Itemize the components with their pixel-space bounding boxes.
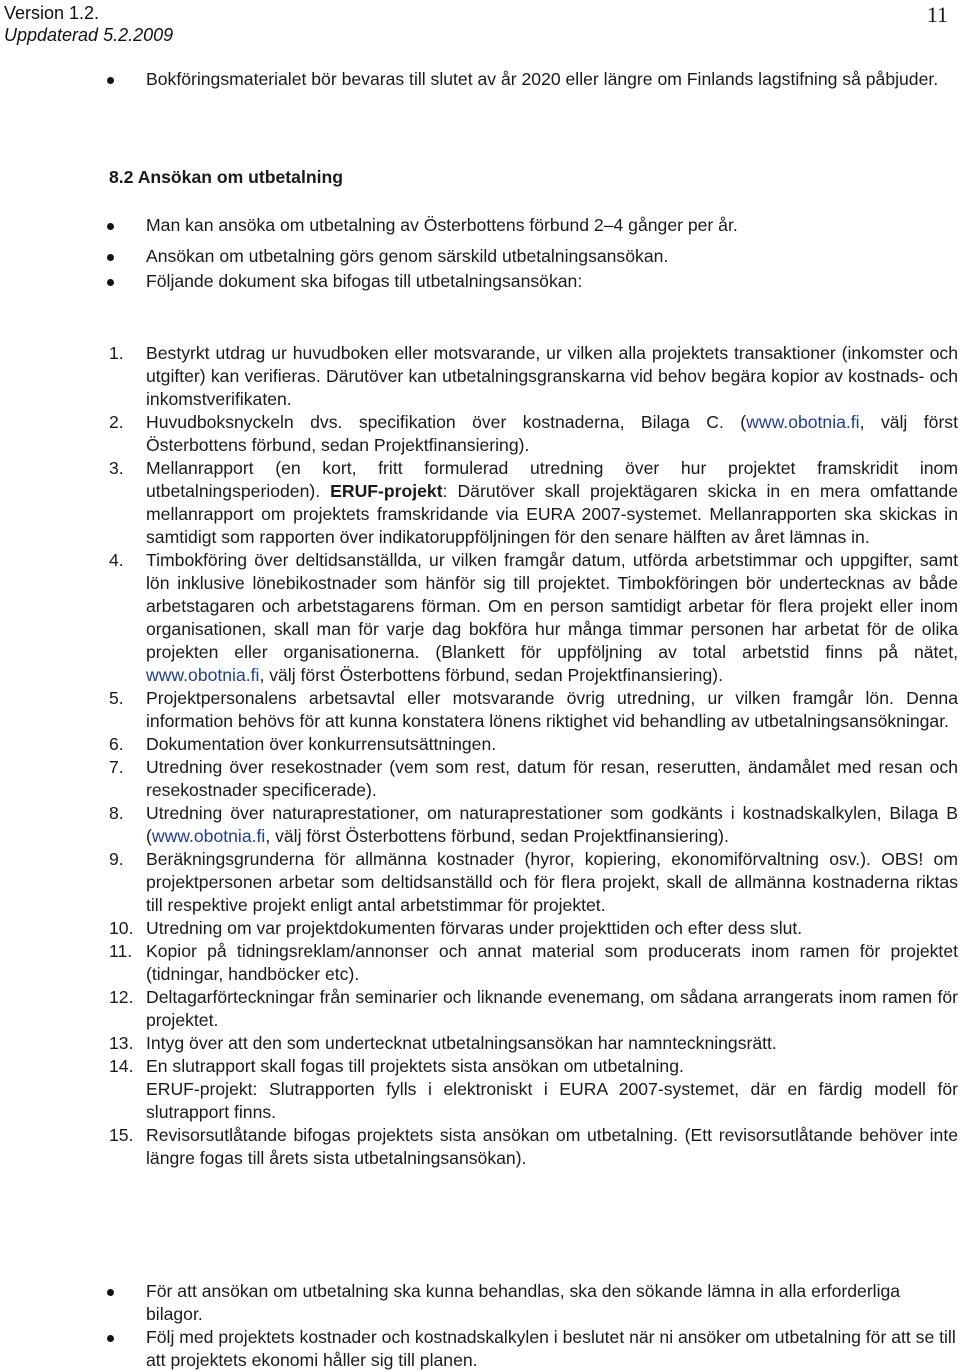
item-text: Dokumentation över konkurrensutsättningen. — [146, 734, 497, 754]
item-number: 7. — [109, 757, 124, 777]
version-label: Version 1.2. — [4, 3, 100, 23]
item-text: ERUF-projekt: Slutrapporten fylls i elektroniskt i EURA 2007-systemet, där en färdig modell för slutrapport finns. — [146, 1079, 958, 1122]
obotnia-link[interactable]: www.obotnia.fi — [746, 412, 860, 432]
item-text: Beräkningsgrunderna för allmänna kostnader (hyror, kopiering, ekonomiförvaltning osv.). OBS! om projektpersonen arbetar som deltidsanställd och för flera projekt, skall de allmänna kostnaderna riktas till respektive projekt enligt antal arbetstimmar för projektet. — [146, 849, 958, 915]
item-number: 10. — [109, 918, 134, 938]
item-text: En slutrapport skall fogas till projektets sista ansökan om utbetalning. — [146, 1056, 684, 1076]
list-item — [0, 687, 960, 733]
item-text: Utredning över resekostnader (vem som rest, datum för resan, reserutten, ändamålet med resan och resekostnader specificerade). — [146, 757, 958, 800]
item-text: , välj först Österbottens förbund, sedan Projektfinansiering). — [259, 665, 723, 685]
list-item — [0, 1055, 960, 1124]
item-number: 2. — [109, 412, 124, 432]
item-number: 6. — [109, 734, 124, 754]
item-number: 8. — [109, 803, 124, 823]
item-number: 14. — [109, 1056, 134, 1076]
list-item — [0, 848, 960, 917]
item-number: 15. — [109, 1125, 134, 1145]
item-number: 3. — [109, 458, 124, 478]
item-number: 11. — [109, 941, 133, 961]
bullet-text: Ansökan om utbetalning görs genom särskild utbetalningsansökan. — [146, 246, 669, 266]
bullet-text: Följ med projektets kostnader och kostnadskalkylen i beslutet när ni ansöker om utbetalning för att se till att projektets ekonomi håller sig till planen. — [146, 1327, 956, 1370]
list-item — [0, 549, 960, 687]
list-item — [0, 342, 960, 411]
page-number: 11 — [926, 2, 948, 27]
bullet-text: Bokföringsmaterialet bör bevaras till slutet av år 2020 eller längre om Finlands lagstifning så påbjuder. — [146, 69, 939, 89]
list-item — [0, 1032, 960, 1055]
bullet-icon — [107, 1335, 114, 1342]
item-number: 1. — [109, 343, 124, 363]
list-item — [0, 411, 960, 457]
bullet-text: Följande dokument ska bifogas till utbetalningsansökan: — [146, 271, 583, 291]
page-header — [4, 2, 173, 46]
bullet-icon — [107, 223, 114, 230]
list-item — [0, 457, 960, 549]
item-text: Utredning över naturaprestationer, om naturaprestationer som godkänts i kostnadskalkylen, Bilaga B ( — [146, 803, 958, 846]
bullet-text: För att ansökan om utbetalning ska kunna behandlas, ska den sökande lämna in alla erforderliga bilagor. — [146, 1281, 901, 1324]
bullet-icon — [107, 1289, 114, 1296]
obotnia-link[interactable]: www.obotnia.fi — [146, 665, 260, 685]
list-item — [0, 940, 960, 986]
bullet-icon — [107, 254, 114, 261]
bullet-icon — [107, 77, 114, 84]
eruf-label: ERUF-projekt — [330, 481, 443, 501]
item-text: , välj först Österbottens förbund, sedan Projektfinansiering). — [146, 412, 958, 455]
item-text: Timbokföring över deltidsanställda, ur vilken framgår datum, utförda arbetstimmar och uppgifter, samt lön inklusive lönebikostnader som hänför sig till projektet. Timbokföringen bör undertecknas av både arbetstagaren och arbetstagarens förman. Om en person samtidigt arbetar för flera projekt eller inom organisationen, skall man för varje dag bokföra hur många timmar personen har arbetat för de olika projekten eller organisationerna. (Blankett för uppföljning av total arbetstid finns på nätet, — [146, 550, 958, 662]
item-text: : Därutöver skall projektägaren skicka in en mera omfattande mellanrapport om projektets framskridande via EURA 2007-systemet. Mellanrapporten ska skickas in samtidigt som rapporten över indikatoruppföljningen för den senare hälften av året lämnas in. — [146, 481, 958, 547]
bullet-icon — [107, 279, 114, 286]
item-text: Mellanrapport (en kort, fritt formulerad utredning över hur projektet framskridit inom utbetalningsperioden). — [146, 458, 958, 501]
updated-date: Uppdaterad 5.2.2009 — [4, 25, 174, 45]
item-number: 13. — [109, 1033, 134, 1053]
obotnia-link[interactable]: www.obotnia.fi — [151, 826, 266, 846]
item-text: Deltagarförteckningar från seminarier och liknande evenemang, om sådana arrangerats inom ramen för projektet. — [146, 987, 958, 1030]
item-text: Revisorsutlåtande bifogas projektets sista ansökan om utbetalning. (Ett revisorsutlåtande behöver inte längre fogas till årets sista utbetalningsansökan). — [146, 1125, 958, 1168]
list-item — [0, 756, 960, 802]
section-heading: 8.2 Ansökan om utbetalning — [109, 167, 343, 187]
list-item — [0, 917, 960, 940]
item-text: Utredning om var projektdokumenten förvaras under projekttiden och efter dess slut. — [146, 918, 803, 938]
item-text: , välj först Österbottens förbund, sedan Projektfinansiering). — [265, 826, 729, 846]
list-item — [0, 1124, 960, 1170]
item-number: 5. — [109, 688, 124, 708]
bullet-text: Man kan ansöka om utbetalning av Österbottens förbund 2–4 gånger per år. — [146, 215, 738, 235]
list-item — [0, 733, 960, 756]
list-item — [0, 802, 960, 848]
item-text: Kopior på tidningsreklam/annonser och annat material som producerats inom ramen för projektet (tidningar, handböcker etc). — [146, 941, 958, 984]
item-text: Bestyrkt utdrag ur huvudboken eller motsvarande, ur vilken alla projektets transaktioner (inkomster och utgifter) kan verifieras. Därutöver kan utbetalningsgranskarna vid behov begära kopior av kostnads- och inkomstverifikaten. — [146, 343, 958, 409]
item-number: 9. — [109, 849, 124, 869]
item-text: Intyg över att den som undertecknat utbetalningsansökan har namnteckningsrätt. — [146, 1033, 777, 1053]
item-text: Projektpersonalens arbetsavtal eller motsvarande övrig utredning, ur vilken framgår lön. Denna information behövs för att kunna konstatera lönens riktighet vid behandling av utbetalningsansökningar. — [146, 688, 958, 731]
list-item — [0, 986, 960, 1032]
item-number: 12. — [109, 987, 134, 1007]
attachment-list — [0, 342, 960, 1170]
item-number: 4. — [109, 550, 124, 570]
item-text: Huvudboksnyckeln dvs. specifikation över kostnaderna, Bilaga C. ( — [146, 412, 747, 432]
